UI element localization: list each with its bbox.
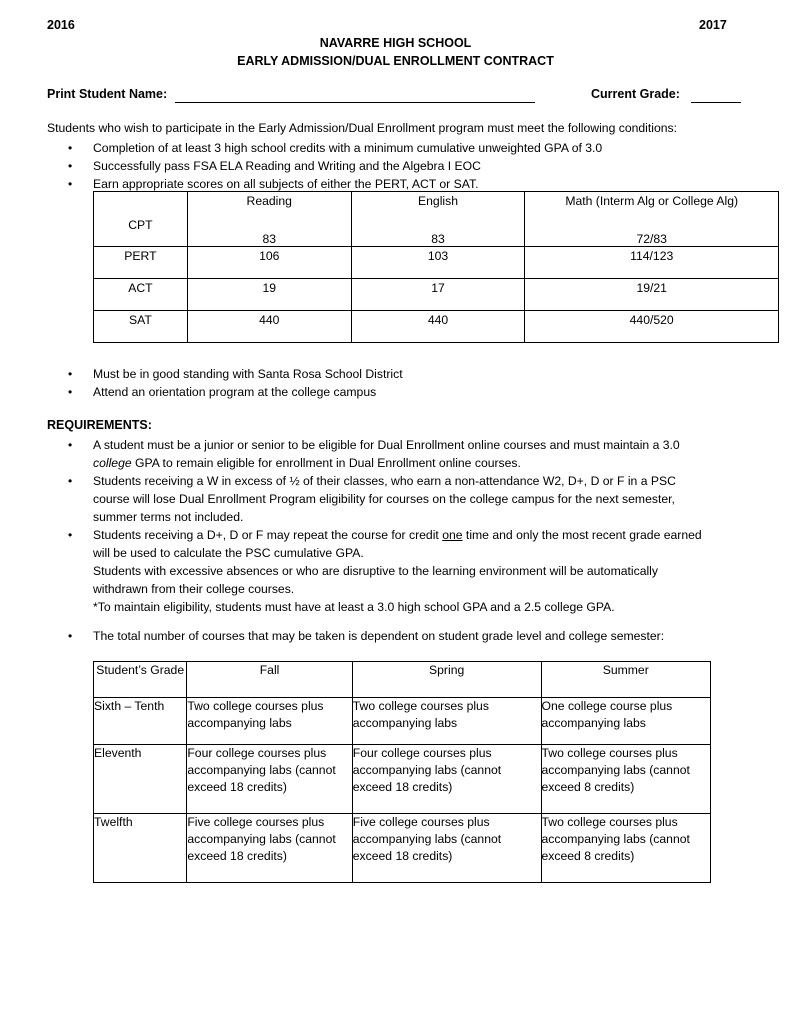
table-cell: 103 — [351, 247, 525, 279]
table-header-cell: Spring — [352, 662, 541, 698]
table-cell: 106 — [187, 247, 351, 279]
table-cell: Sixth – Tenth — [94, 698, 187, 745]
student-name-label: Print Student Name: — [47, 87, 168, 101]
list-item: • A student must be a junior or senior to be eligible for Dual Enrollment online courses and must maintain a 3.0 college GPA to remain eligible for enrollment in Dual Enrollment online courses. — [47, 436, 787, 472]
table-cell: 19 — [187, 279, 351, 311]
year-right: 2017 — [699, 18, 727, 32]
table-row — [94, 662, 711, 698]
contract-title: EARLY ADMISSION/DUAL ENROLLMENT CONTRACT — [237, 54, 554, 68]
table-cell: 440/520 — [525, 311, 779, 343]
student-name-field[interactable] — [175, 102, 535, 103]
table-cell: Twelfth — [94, 814, 187, 883]
conditions-list-2 — [47, 365, 767, 401]
current-grade-label: Current Grade: — [591, 87, 680, 101]
list-item: • The total number of courses that may be taken is dependent on student grade level and college semester: — [47, 627, 787, 645]
table-cell: Two college courses plus accompanying labs — [187, 698, 352, 745]
table-cell: Math (Interm Alg or College Alg) 72/83 — [525, 192, 779, 247]
table-row — [94, 192, 779, 247]
table-header-cell: Fall — [187, 662, 352, 698]
table-row — [94, 814, 711, 883]
table-cell: Four college courses plus accompanying labs (cannot exceed 18 credits) — [352, 745, 541, 814]
requirements-list-2 — [47, 627, 787, 645]
table-cell: Four college courses plus accompanying labs (cannot exceed 18 credits) — [187, 745, 352, 814]
list-item: • Completion of at least 3 high school credits with a minimum cumulative unweighted GPA of 3.0 — [47, 139, 767, 157]
table-row — [94, 279, 779, 311]
table-cell: ACT — [94, 279, 188, 311]
table-cell: SAT — [94, 311, 188, 343]
table-cell: Two college courses plus accompanying labs (cannot exceed 8 credits) — [541, 814, 710, 883]
table-cell: 17 — [351, 279, 525, 311]
table-cell: CPT — [94, 192, 188, 247]
table-row — [94, 247, 779, 279]
list-item: • Successfully pass FSA ELA Reading and Writing and the Algebra I EOC — [47, 157, 767, 175]
conditions-intro: Students who wish to participate in the Early Admission/Dual Enrollment program must meet the following conditions: — [47, 121, 677, 135]
table-cell: PERT — [94, 247, 188, 279]
table-header-cell: Student’s Grade — [94, 662, 187, 698]
table-row — [94, 745, 711, 814]
current-grade-field[interactable] — [691, 102, 741, 103]
table-cell: 440 — [187, 311, 351, 343]
table-cell: 19/21 — [525, 279, 779, 311]
requirements-list — [47, 436, 787, 616]
table-cell: 114/123 — [525, 247, 779, 279]
table-cell: 440 — [351, 311, 525, 343]
table-row — [94, 698, 711, 745]
list-item: • Students receiving a D+, D or F may repeat the course for credit one time and only the most recent grade earned will be used to calculate the PSC cumulative GPA. Students with excessive absences or who are disruptive to the learning environment will be automatically withdrawn from their college courses. *To maintain eligibility, students must have at least a 3.0 high school GPA and a 2.5 college GPA. — [47, 526, 787, 616]
scores-table — [93, 191, 779, 343]
courses-table — [93, 661, 711, 883]
table-cell: Reading 83 — [187, 192, 351, 247]
conditions-list — [47, 139, 767, 193]
list-item: • Must be in good standing with Santa Rosa School District — [47, 365, 767, 383]
requirements-heading: REQUIREMENTS: — [47, 418, 152, 432]
table-cell: Five college courses plus accompanying labs (cannot exceed 18 credits) — [352, 814, 541, 883]
table-cell: Five college courses plus accompanying labs (cannot exceed 18 credits) — [187, 814, 352, 883]
table-cell: Two college courses plus accompanying labs — [352, 698, 541, 745]
school-title: NAVARRE HIGH SCHOOL — [319, 36, 472, 50]
table-row — [94, 311, 779, 343]
table-cell: Two college courses plus accompanying labs (cannot exceed 8 credits) — [541, 745, 710, 814]
table-cell: English 83 — [351, 192, 525, 247]
list-item: • Earn appropriate scores on all subjects of either the PERT, ACT or SAT. — [47, 175, 767, 193]
list-item: • Students receiving a W in excess of ½ of their classes, who earn a non-attendance W2, D+, D or F in a PSC course will lose Dual Enrollment Program eligibility for courses on the college campus for the next semester, summer terms not included. — [47, 472, 787, 526]
table-cell: Eleventh — [94, 745, 187, 814]
year-left: 2016 — [47, 18, 75, 32]
table-cell: One college course plus accompanying labs — [541, 698, 710, 745]
list-item: • Attend an orientation program at the college campus — [47, 383, 767, 401]
table-header-cell: Summer — [541, 662, 710, 698]
